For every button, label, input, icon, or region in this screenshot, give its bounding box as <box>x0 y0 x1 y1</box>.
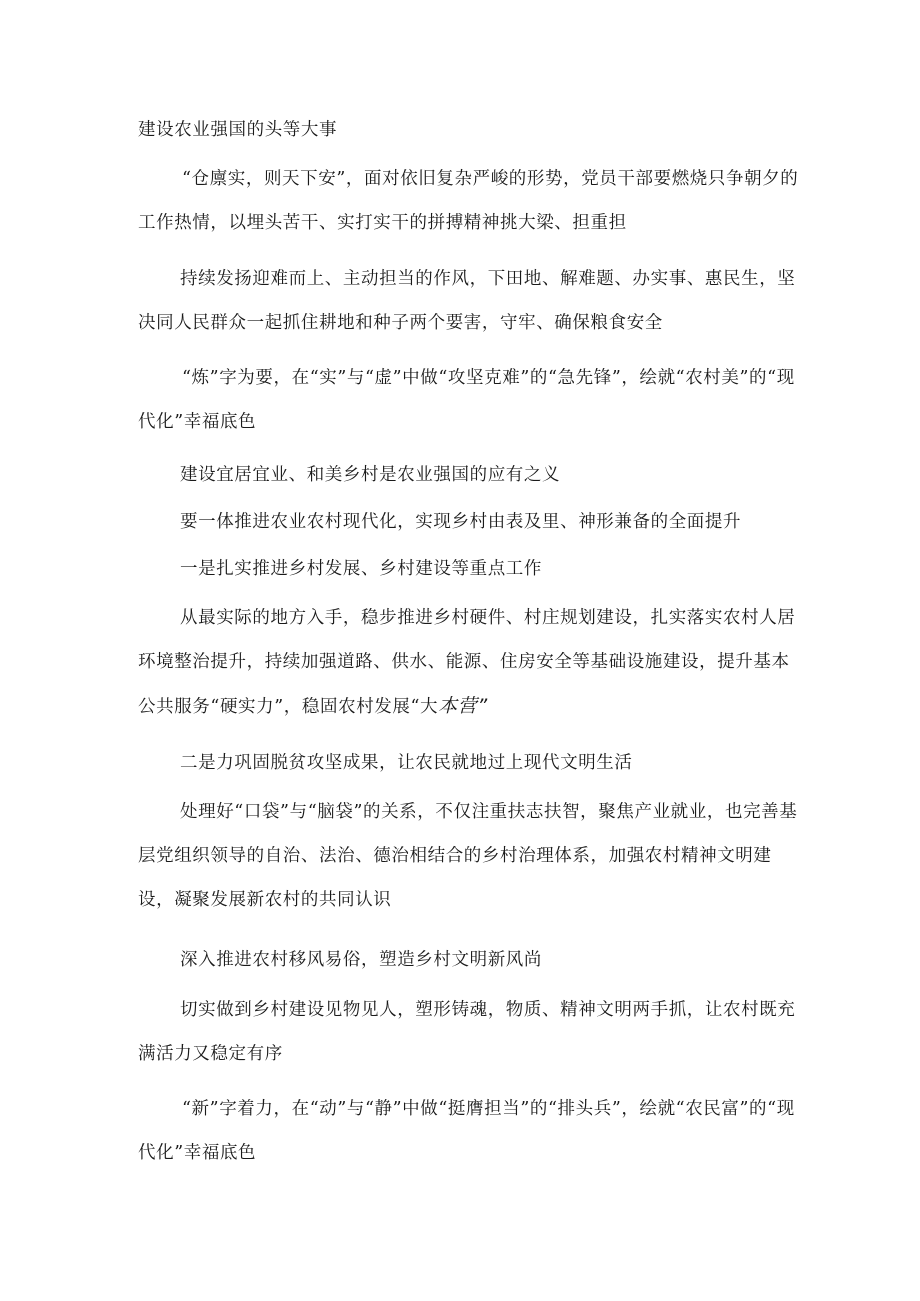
paragraph-pockets-minds: 处理好“口袋”与“脑袋”的关系，不仅注重扶志扶智，聚焦产业就业，也完善基层党组织领导的自治、法治、德治相结合的乡村治理体系，加强农村精神文明建设，凝聚发展新农村的共同认识 <box>138 802 798 910</box>
paragraph-civilization: 切实做到乡村建设见物见人，塑形铸魂，物质、精神文明两手抓，让农村既充满活力又稳定有序 <box>138 1000 796 1064</box>
paragraph-lian: “炼”字为要，在“实”与“虚”中做“攻坚克难”的“急先锋”，绘就“农村美”的“现代化”幸福底色 <box>138 368 795 432</box>
paragraph-responsibility: 持续发扬迎难而上、主动担当的作风，下田地、解难题、办实事、惠民生，坚决同人民群众一起抓住耕地和种子两个要害，守牢、确保粮食安全 <box>138 269 796 333</box>
paragraph-granary: “仓廪实，则天下安”，面对依旧复杂严峻的形势，党员干部要燃烧只争朝夕的工作热情，以埋头苦干、实打实干的拼搏精神挑大梁、担重担 <box>138 169 799 233</box>
heading-customs: 深入推进农村移风易俗，塑造乡村文明新风尚 <box>180 950 542 970</box>
paragraph-infrastructure-text: 从最实际的地方入手，稳步推进乡村硬件、村庄规划建设，扎实落实农村人居环境整治提升，持续加强道路、供水、能源、住房安全等基础设施建设，提升基本公共服务“硬实力”，稳固农村发展“大 <box>138 608 796 717</box>
heading-point-one: 一是扎实推进乡村发展、乡村建设等重点工作 <box>180 559 542 579</box>
paragraph-modernization: 要一体推进农业农村现代化，实现乡村由表及里、神形兼备的全面提升 <box>180 512 742 532</box>
paragraph-livable-village: 建设宜居宜业、和美乡村是农业强国的应有之义 <box>180 465 561 485</box>
heading-point-two: 二是力巩固脱贫攻坚成果，让农民就地过上现代文明生活 <box>180 753 633 773</box>
heading-agri-power: 建设农业强国的头等大事 <box>138 120 338 140</box>
paragraph-xin: “新”字着力，在“动”与“静”中做“挺膺担当”的“排头兵”，绘就“农民富”的“现代化”幸福底色 <box>138 1099 795 1163</box>
paragraph-infrastructure <box>138 596 803 729</box>
emphasis-text: 本营” <box>438 695 488 717</box>
